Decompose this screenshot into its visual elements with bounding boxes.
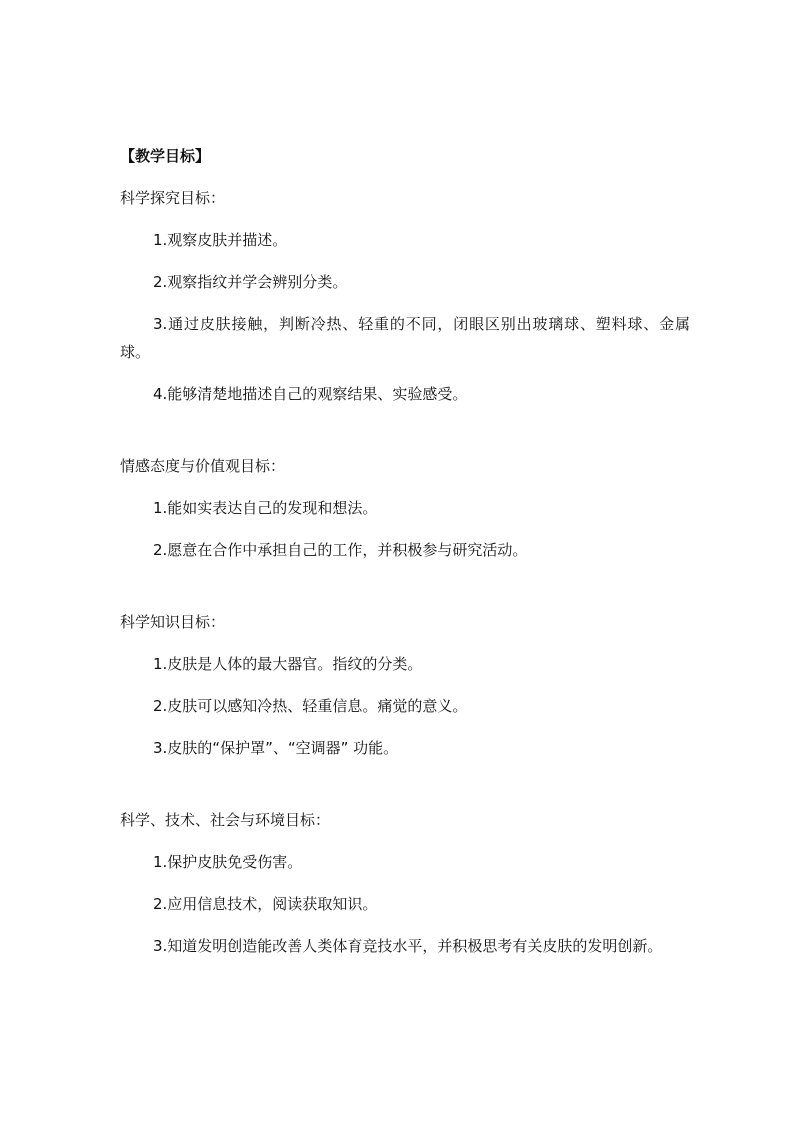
- section-scientific-inquiry: [120, 184, 690, 408]
- section-spacer: [120, 422, 690, 452]
- section-sts-environment: [120, 806, 690, 960]
- list-item: 2.观察指纹并学会辨别分类。: [153, 273, 348, 291]
- section-scientific-knowledge: [120, 608, 690, 762]
- list-item: 1.能如实表达自己的发现和想法。: [153, 499, 378, 517]
- list-item: 2.皮肤可以感知冷热、轻重信息。痛觉的意义。: [153, 697, 468, 715]
- list-item: 1.保护皮肤免受伤害。: [153, 853, 303, 871]
- document-title: 【教学目标】: [120, 147, 211, 165]
- section-emotion-values: [120, 452, 690, 564]
- section-spacer: [120, 578, 690, 608]
- list-item: 3.皮肤的“保护罩”、“空调器” 功能。: [153, 739, 399, 757]
- list-item: 1.观察皮肤并描述。: [153, 231, 288, 249]
- list-item: 3.知道发明创造能改善人类体育竞技水平，并积极思考有关皮肤的发明创新。: [153, 937, 663, 955]
- list-item: 2.愿意在合作中承担自己的工作，并积极参与研究活动。: [153, 541, 528, 559]
- section-spacer: [120, 776, 690, 806]
- list-item: 3.通过皮肤接触，判断冷热、轻重的不同，闭眼区别出玻璃球、塑料球、金属球。: [120, 315, 690, 361]
- section-heading: 科学探究目标：: [120, 189, 226, 207]
- section-heading: 情感态度与价值观目标：: [120, 457, 286, 475]
- section-heading: 科学知识目标：: [120, 613, 226, 631]
- list-item: 2.应用信息技术，阅读获取知识。: [153, 895, 378, 913]
- list-item: 1.皮肤是人体的最大器官。指纹的分类。: [153, 655, 423, 673]
- section-heading: 科学、技术、社会与环境目标：: [120, 811, 331, 829]
- document-body: [120, 142, 690, 974]
- list-item: 4.能够清楚地描述自己的观察结果、实验感受。: [153, 385, 468, 403]
